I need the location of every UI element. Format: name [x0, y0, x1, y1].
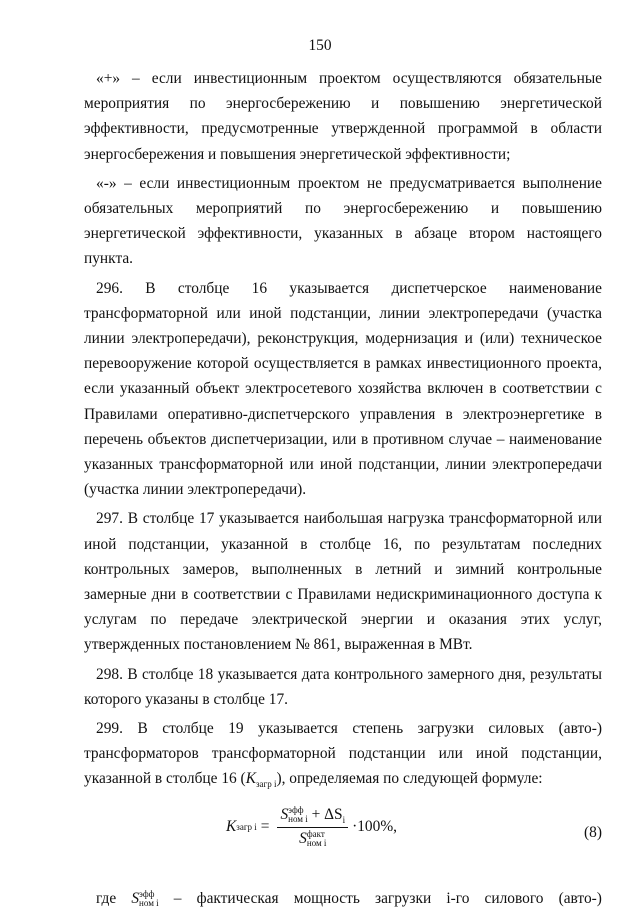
p299-symbol-sub: загр i [255, 779, 277, 790]
formula-number: (8) [584, 823, 602, 841]
where-symbol [131, 886, 158, 911]
where-word-7: (авто-) [558, 889, 602, 907]
den-s: S [299, 829, 307, 847]
formula-numerator [277, 806, 348, 828]
p299-text-after: ), определяемая по следующей формуле: [276, 770, 543, 788]
where-word-4: загрузки [375, 889, 432, 907]
where-word-5: i-го [446, 889, 470, 907]
paragraph-plus: «+» – если инвестиционным проектом осуществляются обязательные мероприятия по энергосбережению и повышению энергетической эффективности, предусмотренные утвержденной программой в области энергосбережения и повышения энергетической эффективности; [84, 70, 602, 163]
where-word-2: фактическая [196, 889, 279, 907]
page-number: 150 [308, 37, 332, 54]
where-word-3: мощность [293, 889, 360, 907]
num-sup: эфф [288, 805, 304, 816]
num-plus-delta: + ΔS [311, 805, 343, 823]
where-word-6: силового [484, 889, 544, 907]
num-plus-sub: i [342, 814, 346, 825]
den-sup: факт [306, 829, 325, 840]
where-s: S [131, 889, 140, 907]
formula-lhs: K [226, 817, 237, 835]
formula-lhs-sub: загр i [236, 821, 257, 832]
paragraph-296: 296. В столбце 16 указывается диспетчерское наименование трансформаторной или иной подстанции, линии электропередачи (участка линии электропередачи), реконструкция, модернизация и (или) техническое перевооружение которой осуществляется в рамках инвестиционного проекта, если указанный объект электросетевого хозяйства включен в соответствии с Правилами оперативно-диспетчерского управления в электроэнергетике в перечень объектов диспетчеризации, или в противном случае – наименование указанных трансформаторной или иной подстанции, линии электропередачи (участка линии электропередачи). [84, 279, 602, 499]
p299-symbol: K [245, 770, 256, 788]
paragraph-minus: «-» – если инвестиционным проектом не предусматривается выполнение обязательных мероприятий по энергосбережению и повышению энергетической эффективности, указанных в абзаце втором настоящего пункта. [84, 174, 602, 268]
den-sub: ном i [306, 838, 327, 849]
where-line [84, 886, 602, 911]
formula-tail: ·100%, [352, 817, 397, 835]
where-word: где [96, 889, 117, 907]
where-word-1: – [173, 889, 182, 907]
paragraph-299 [84, 716, 602, 798]
where-sup: эфф [139, 889, 155, 900]
paragraph-298: 298. В столбце 18 указывается дата контрольного замерного дня, результаты которого указаны в столбце 17. [84, 665, 602, 708]
formula-fraction [277, 806, 348, 848]
num-sub: ном i [288, 814, 308, 825]
document-body [84, 66, 602, 911]
p299-text-before: 299. В столбце 19 указывается степень загрузки силовых (авто-) трансформаторов трансформаторной подстанции или иной подстанции, указанной в столбце 16 ( [84, 720, 602, 788]
paragraph-297: 297. В столбце 17 указывается наибольшая нагрузка трансформаторной или иной подстанции, указанной в столбце 16, по результатам последних контрольных замеров, выполненных в летний и зимний контрольные замерные дни в соответствии с Правилами недискриминационного доступа к услугам по передаче электрической энергии и оказания этих услуг, утвержденных постановлением № 861, выраженная в МВт. [84, 510, 602, 654]
formula-expression [226, 806, 397, 848]
formula-equals: = [260, 817, 270, 835]
num-s: S [280, 805, 289, 823]
formula-8 [84, 804, 602, 870]
where-sub: ном i [139, 898, 159, 909]
formula-denominator [296, 828, 329, 848]
